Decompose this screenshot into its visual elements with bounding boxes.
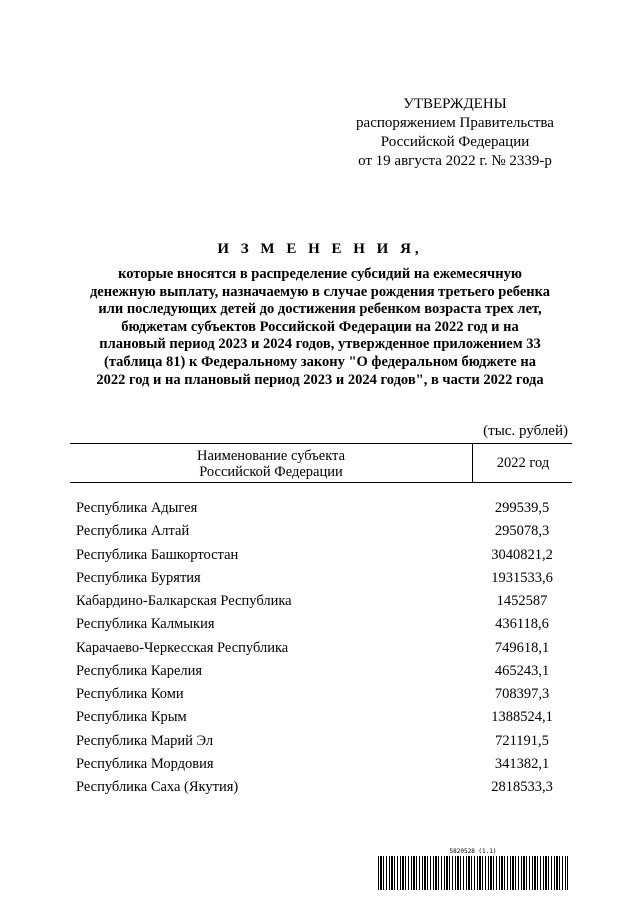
subsidy-value: 1388524,1	[491, 709, 553, 726]
subtitle-line: денежную выплату, назначаемую в случае рождения третьего ребенка	[89, 283, 551, 300]
subtitle-line: бюджетам субъектов Российской Федерации на 2022 год и на	[121, 318, 519, 335]
subtitle-line: 2022 год и на плановый период 2023 и 2024 годов", в части 2022 года	[96, 371, 544, 388]
barcode-bars	[378, 856, 568, 890]
table-row	[70, 730, 572, 753]
region-name: Республика Карелия	[76, 662, 203, 679]
header-name-cell	[70, 448, 472, 480]
subsidy-value: 341382,1	[494, 755, 550, 772]
region-name: Республика Саха (Якутия)	[76, 779, 239, 795]
region-name: Кабардино-Балкарская Республика	[76, 593, 292, 609]
subtitle-line: плановый период 2023 и 2024 годов, утвержденное приложением 33	[99, 336, 541, 353]
document-title: И З М Е Н Е Н И Я,	[217, 241, 423, 257]
subsidy-value: 721191,5	[495, 732, 549, 749]
subsidy-value: 436118,6	[495, 616, 549, 633]
subsidy-value: 295078,3	[494, 523, 550, 540]
header-name-line-2: Российской Федерации	[199, 464, 343, 480]
barcode	[378, 848, 568, 890]
table-row	[70, 567, 572, 590]
region-name: Республика Адыгея	[76, 500, 198, 516]
table-row	[70, 544, 572, 567]
approval-block	[330, 95, 580, 171]
table-row	[70, 520, 572, 543]
approval-line-2: Российской Федерации	[380, 134, 530, 150]
table-row	[70, 497, 572, 520]
document-subtitle	[60, 266, 580, 389]
table-row	[70, 637, 572, 660]
approval-line-1: распоряжением Правительства	[356, 115, 554, 131]
subsidy-value: 749618,1	[494, 639, 550, 656]
subtitle-line: (таблица 81) к Федеральному закону "О федеральном бюджете на	[104, 353, 536, 370]
region-name: Республика Бурятия	[76, 569, 201, 586]
table-row	[70, 613, 572, 636]
table-row	[70, 776, 572, 799]
table-header	[70, 443, 572, 483]
table-row	[70, 706, 572, 729]
region-name: Республика Коми	[76, 686, 184, 702]
header-year-cell: 2022 год	[472, 444, 573, 482]
subsidy-value: 3040821,2	[491, 546, 553, 563]
subsidy-value: 1452587	[496, 593, 548, 609]
subsidy-value: 299539,5	[494, 500, 550, 516]
header-name-line-1: Наименование субъекта	[196, 448, 346, 464]
region-name: Карачаево-Черкесская Республика	[76, 639, 289, 656]
table-row	[70, 753, 572, 776]
table-row	[70, 683, 572, 706]
region-name: Республика Башкортостан	[76, 546, 239, 563]
table-row	[70, 590, 572, 613]
region-name: Республика Крым	[76, 709, 187, 726]
region-name: Республика Марий Эл	[76, 732, 214, 749]
subsidy-value: 465243,1	[494, 662, 550, 679]
region-name: Республика Калмыкия	[76, 616, 215, 633]
table-row	[70, 660, 572, 683]
approval-line-3: от 19 августа 2022 г. № 2339-р	[358, 153, 552, 169]
subtitle-line: которые вносятся в распределение субсидий на ежемесячную	[118, 266, 522, 282]
units-label: (тыс. рублей)	[483, 423, 568, 439]
region-name: Республика Мордовия	[76, 755, 214, 772]
barcode-text: 5820528 (1.1)	[449, 848, 497, 855]
table-body	[70, 497, 572, 799]
approval-heading: УТВЕРЖДЕНЫ	[403, 96, 507, 112]
subsidy-value: 2818533,3	[491, 779, 553, 795]
subsidy-value: 1931533,6	[491, 569, 553, 586]
region-name: Республика Алтай	[76, 523, 190, 540]
subsidy-value: 708397,3	[494, 686, 550, 702]
subtitle-line: или последующих детей до достижения ребенком возраста трех лет,	[98, 301, 542, 318]
